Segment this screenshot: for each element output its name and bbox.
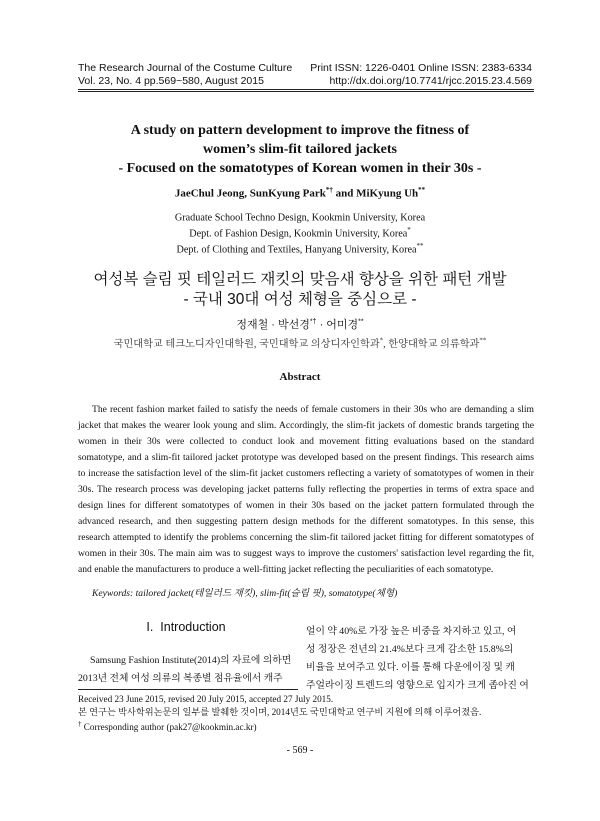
paper-title <box>0 121 600 178</box>
journal-header-right <box>310 62 532 87</box>
journal-name: The Research Journal of the Costume Culture <box>78 62 293 74</box>
abstract-heading: Abstract <box>279 371 321 383</box>
author-3: MiKyung Uh <box>356 187 419 200</box>
author-2: SunKyung Park <box>249 187 326 200</box>
author-1: JaeChul Jeong, <box>174 187 250 200</box>
abstract-paragraph: The recent fashion market failed to satisfy the needs of female customers in their 30s who are demanding a slim jacket that makes the wearer look young and slim. Accordingly, the slim-fit jackets of domestic brands targeting the women in their 30s were collected to conduct look and movement fitting evaluations based on the standard somatotype, and a slim-fit tailored jacket prototype was developed based on the present findings. This research aims to increase the satisfaction level of the slim-fit jacket customers reflecting a variety of somatotypes of women in their 30s. The research process was developing jacket patterns fully reflecting the properties in terms of extra space and design lines for different somatotypes of women in their 30s based on the jacket pattern formulated through the advanced research, and then suggesting pattern design methods for the different somatotypes. In this sense, this research attempted to identify the problems concerning the slim-fit tailored jacket fitting for different somatotypes of women in their 30s. The main aim was to suggest ways to improve the customers' satisfaction level regarding the fit, and enable the manufacturers to produce a well-fitting jacket reflecting the peculiarities of each somatotype. <box>78 404 534 576</box>
volume-info: Vol. 23, No. 4 pp.569~580, August 2015 <box>78 74 264 87</box>
korean-affiliations: 국민대학교 테크노디자인대학원, 국민대학교 의상디자인학과*, 한양대학교 의류학과** <box>113 336 487 350</box>
title-line-2: women’s slim-fit tailored jackets <box>202 142 398 157</box>
introduction-right-column <box>306 623 534 695</box>
header-rule-top <box>78 89 534 90</box>
korean-author-list: 정재철 · 박선경*† · 어미경** <box>236 318 364 331</box>
corresponding-author: † Corresponding author (pak27@kookmin.ac.kr) <box>78 720 257 733</box>
intro-right-line-3: 비율을 보여주고 있다. 이를 통해 다운에이징 및 캐 <box>306 662 515 673</box>
intro-left-line-2: 2013년 전체 여성 의류의 복종별 점유율에서 캐주 <box>78 673 283 684</box>
affiliation-3: Dept. of Clothing and Textiles, Hanyang University, Korea** <box>176 242 424 256</box>
page-number: - 569 - <box>286 745 314 756</box>
introduction-left-column <box>78 652 294 688</box>
journal-header-left <box>78 62 292 87</box>
intro-right-line-1: 얼이 약 40%로 가장 높은 비중을 차지하고 있고, 여 <box>306 626 517 637</box>
intro-right-line-4: 주얼라이징 트렌드의 영향으로 입지가 크게 좁아진 여 <box>306 680 529 691</box>
korean-title-line-1: 여성복 슬림 핏 테일러드 재킷의 맞음새 향상을 위한 패턴 개발 <box>93 271 507 288</box>
author-list <box>0 186 600 200</box>
keywords-list: tailored jacket(테일러드 재킷), slim-fit(슬림 핏), somatotype(체형) <box>133 588 398 599</box>
received-dates: Received 23 June 2015, revised 20 July 2015, accepted 27 July 2015. <box>78 694 334 704</box>
issn: Print ISSN: 1226-0401 Online ISSN: 2383-6334 <box>310 62 532 74</box>
footnotes <box>78 693 481 734</box>
header-rule-bottom <box>78 91 534 92</box>
funding-note: 본 연구는 박사학위논문의 일부를 발췌한 것이며, 2014년도 국민대학교 연구비 지원에 의해 이루어졌음. <box>78 706 482 717</box>
author-2-mark: *† <box>325 186 333 194</box>
keywords-label: Keywords: <box>92 588 134 599</box>
affiliation-1: Graduate School Techno Design, Kookmin University, Korea <box>174 212 426 224</box>
korean-title-line-2: - 국내 30대 여성 체형을 중심으로 - <box>183 291 417 308</box>
title-line-1: A study on pattern development to improve the fitness of <box>130 123 470 138</box>
affiliation-2: Dept. of Fashion Design, Kookmin University, Korea* <box>189 226 411 240</box>
korean-title <box>0 270 600 310</box>
intro-left-line-1: Samsung Fashion Institute(2014)의 자료에 의하면 <box>90 655 292 666</box>
doi-link[interactable]: http://dx.doi.org/10.7741/rjcc.2015.23.4.569 <box>329 74 532 87</box>
abstract-body <box>78 402 534 579</box>
author-separator: and <box>332 187 357 200</box>
author-3-mark: ** <box>418 186 426 194</box>
introduction-heading: I. Introduction <box>146 620 226 634</box>
footnote-rule <box>78 689 298 690</box>
intro-right-line-2: 성 정장은 전년의 21.4%보다 크게 감소한 15.8%의 <box>306 644 514 655</box>
keywords <box>92 585 397 599</box>
title-subtitle: - Focused on the somatotypes of Korean women in their 30s - <box>118 161 482 176</box>
